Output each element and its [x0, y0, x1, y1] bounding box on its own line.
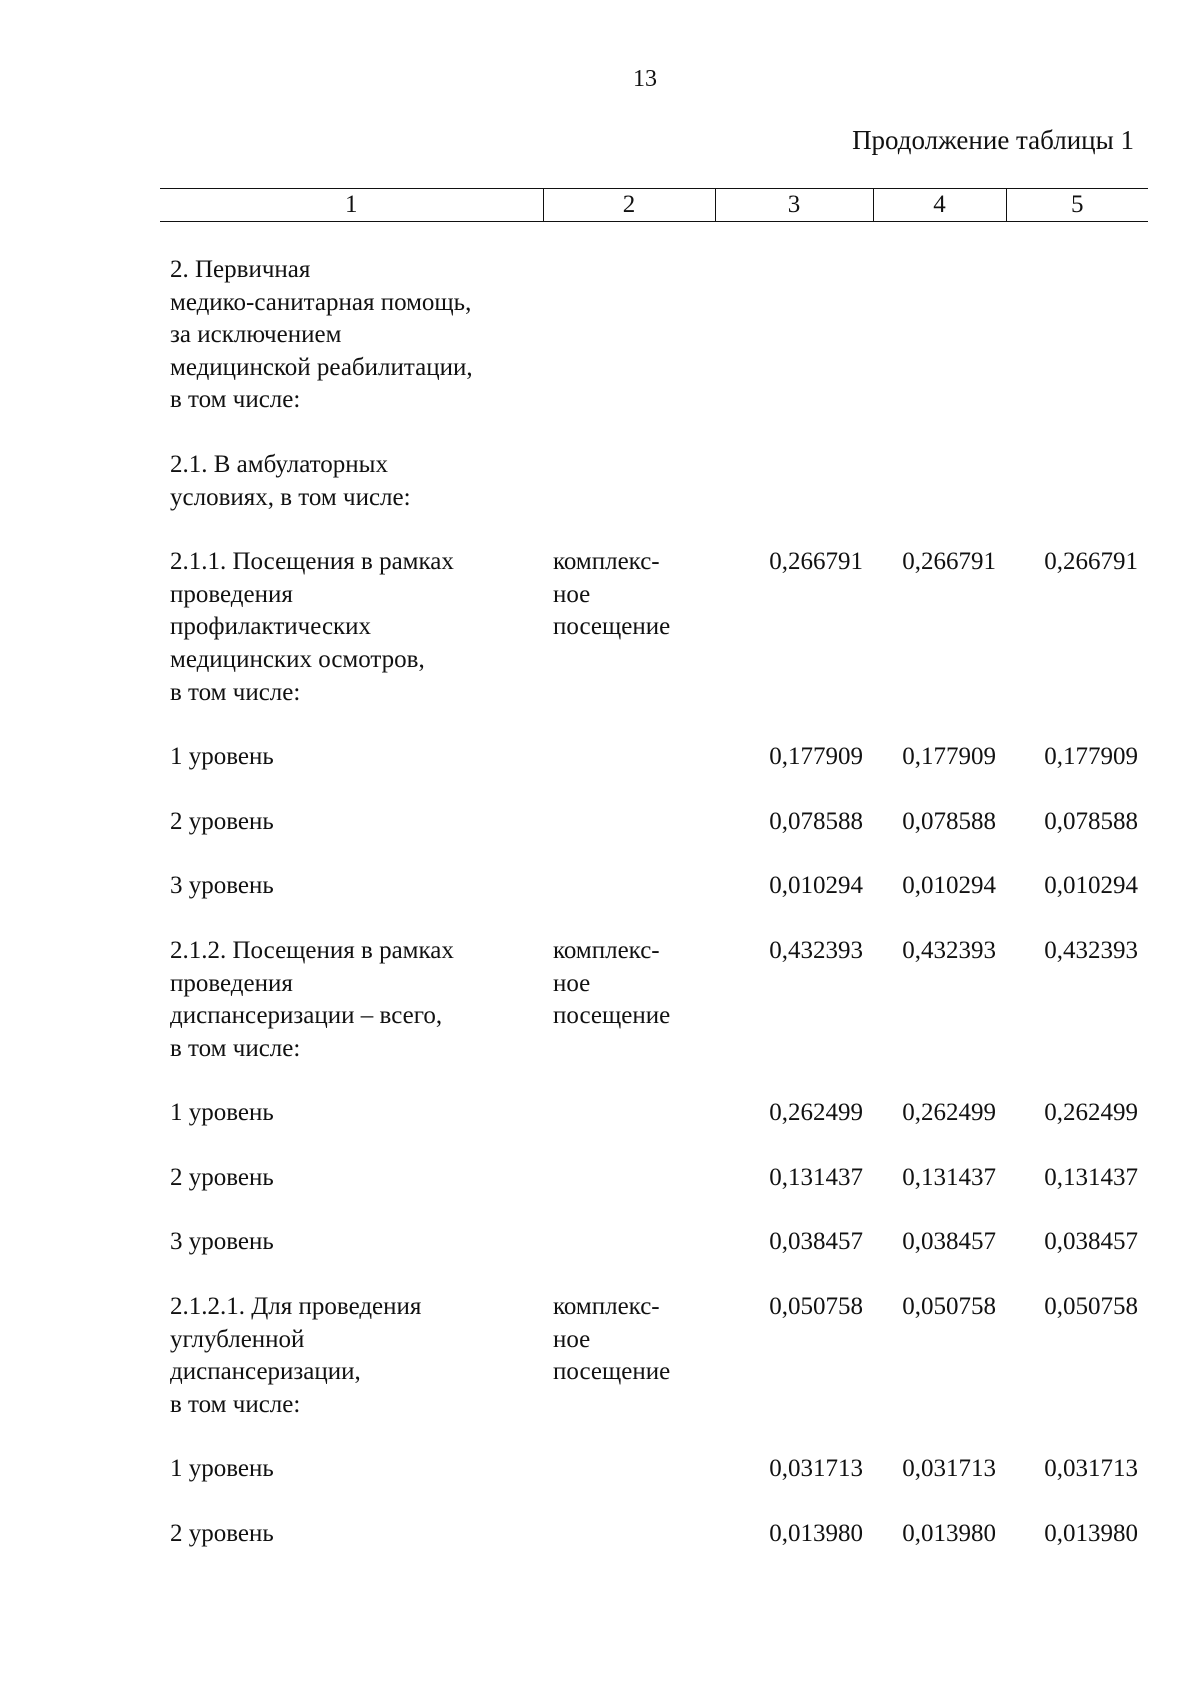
table-row	[160, 935, 1148, 1097]
table-body	[160, 222, 1148, 1583]
value-col-5	[1006, 449, 1148, 546]
value-col-5: 0,131437	[1044, 1163, 1138, 1191]
data-table	[160, 188, 1148, 1583]
value-col-4: 0,177909	[902, 743, 996, 771]
unit-of-measure	[543, 870, 715, 935]
value-col-5	[1006, 222, 1148, 449]
row-label: 2.1.1. Посещения в рамках проведения профилактических медицинских осмотров, в том числе:	[170, 548, 454, 706]
unit-of-measure	[543, 806, 715, 871]
value-col-3: 0,038457	[769, 1228, 863, 1256]
value-col-3: 0,050758	[769, 1293, 863, 1321]
value-col-3	[715, 222, 873, 449]
header-row	[160, 189, 1148, 222]
column-header: 4	[873, 189, 1006, 222]
row-label: 2 уровень	[170, 1163, 274, 1191]
table-row	[160, 1518, 1148, 1583]
unit-of-measure: комплекс- ное посещение	[553, 548, 671, 641]
value-col-4: 0,131437	[902, 1163, 996, 1191]
row-label: 1 уровень	[170, 1455, 274, 1483]
value-col-4: 0,050758	[902, 1293, 996, 1321]
value-col-3: 0,266791	[769, 548, 863, 576]
value-col-3: 0,177909	[769, 743, 863, 771]
unit-of-measure: комплекс- ное посещение	[553, 936, 671, 1030]
table-row	[160, 1226, 1148, 1291]
unit-of-measure: комплекс- ное посещение	[553, 1293, 671, 1386]
value-col-3: 0,262499	[769, 1099, 863, 1127]
value-col-5: 0,038457	[1044, 1228, 1138, 1256]
row-label: 2 уровень	[170, 1520, 274, 1548]
column-header: 3	[715, 189, 873, 222]
row-label: 2 уровень	[170, 807, 274, 835]
unit-of-measure	[543, 1518, 715, 1583]
value-col-4: 0,031713	[902, 1455, 996, 1483]
column-header: 5	[1006, 189, 1148, 222]
table-row	[160, 1453, 1148, 1518]
row-label: 2.1. В амбулаторных условиях, в том числе:	[170, 450, 411, 511]
value-col-4: 0,266791	[902, 548, 996, 576]
value-col-5: 0,262499	[1044, 1099, 1138, 1127]
table-row	[160, 806, 1148, 871]
page-number: 13	[633, 66, 657, 92]
column-header: 1	[160, 189, 543, 222]
row-label: 3 уровень	[170, 1228, 274, 1256]
value-col-4: 0,038457	[902, 1228, 996, 1256]
row-label: 2.1.2.1. Для проведения углубленной диспансеризации, в том числе:	[170, 1293, 422, 1418]
unit-of-measure	[543, 1453, 715, 1518]
value-col-4: 0,013980	[902, 1520, 996, 1548]
value-col-5: 0,177909	[1044, 743, 1138, 771]
value-col-3: 0,010294	[769, 872, 863, 900]
unit-of-measure	[543, 222, 715, 449]
value-col-4	[873, 449, 1006, 546]
row-label: 2.1.2. Посещения в рамках проведения диспансеризации – всего, в том числе:	[170, 936, 454, 1062]
value-col-3: 0,013980	[769, 1520, 863, 1548]
unit-of-measure	[543, 1162, 715, 1227]
table-row	[160, 870, 1148, 935]
unit-of-measure	[543, 741, 715, 806]
value-col-4: 0,078588	[902, 807, 996, 835]
table-row	[160, 449, 1148, 546]
unit-of-measure	[543, 1097, 715, 1162]
table-row	[160, 1097, 1148, 1162]
value-col-5: 0,050758	[1044, 1293, 1138, 1321]
value-col-5: 0,432393	[1044, 936, 1138, 964]
unit-of-measure	[543, 1226, 715, 1291]
value-col-3: 0,432393	[769, 936, 863, 964]
value-col-3: 0,131437	[769, 1163, 863, 1191]
row-label: 1 уровень	[170, 743, 274, 771]
row-label: 1 уровень	[170, 1099, 274, 1127]
value-col-4: 0,432393	[902, 936, 996, 964]
table-row	[160, 546, 1148, 741]
row-label: 2. Первичная медико-санитарная помощь, за исключением медицинской реабилитации, в том числе:	[170, 256, 473, 414]
table-row	[160, 222, 1148, 449]
table-row	[160, 741, 1148, 806]
value-col-5: 0,010294	[1044, 872, 1138, 900]
table-continuation-label: Продолжение таблицы 1	[852, 125, 1134, 155]
value-col-5: 0,031713	[1044, 1455, 1138, 1483]
row-label: 3 уровень	[170, 872, 274, 900]
value-col-4: 0,262499	[902, 1099, 996, 1127]
value-col-4	[873, 222, 1006, 449]
value-col-5: 0,266791	[1044, 548, 1138, 576]
value-col-3: 0,031713	[769, 1455, 863, 1483]
unit-of-measure	[543, 449, 715, 546]
table-row	[160, 1291, 1148, 1453]
value-col-4: 0,010294	[902, 872, 996, 900]
value-col-3	[715, 449, 873, 546]
value-col-5: 0,078588	[1044, 807, 1138, 835]
value-col-5: 0,013980	[1044, 1520, 1138, 1548]
value-col-3: 0,078588	[769, 807, 863, 835]
table-row	[160, 1162, 1148, 1227]
column-header: 2	[543, 189, 715, 222]
